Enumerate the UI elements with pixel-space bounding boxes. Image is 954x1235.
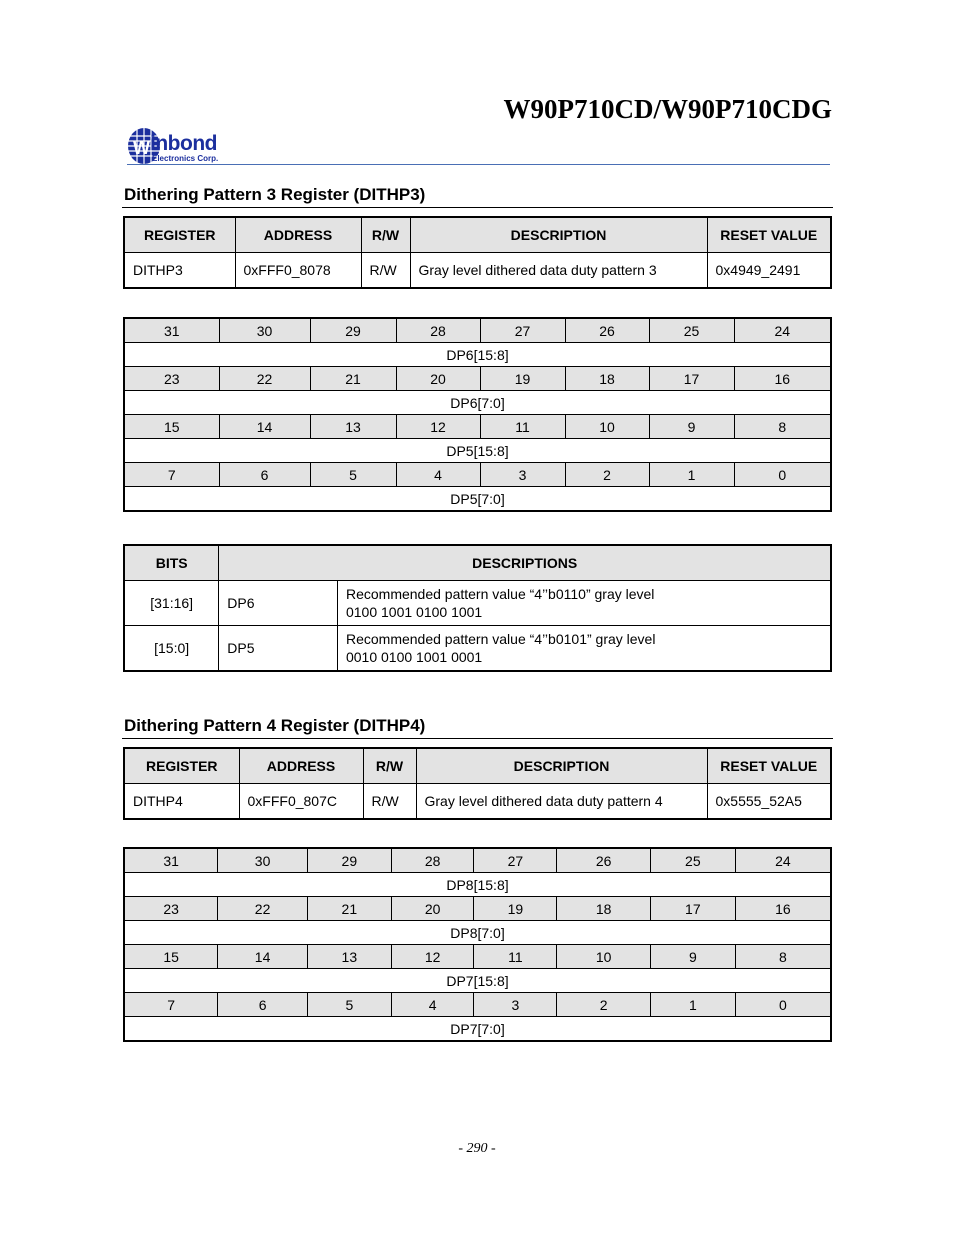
description-line: Recommended pattern value “4’’b0110” gray level xyxy=(345,586,655,602)
bit-number: 21 xyxy=(307,897,391,921)
section-divider xyxy=(122,738,833,739)
bit-number: 15 xyxy=(124,415,219,439)
bit-number: 17 xyxy=(650,897,735,921)
bit-number: 26 xyxy=(557,848,651,873)
bit-number-row xyxy=(124,463,831,487)
table-row xyxy=(124,253,831,289)
bit-number: 7 xyxy=(124,463,219,487)
bit-field-row xyxy=(124,487,831,512)
bit-number: 12 xyxy=(391,945,474,969)
description-line: Recommended pattern value “4’’b0101” gray level xyxy=(345,631,656,647)
bit-number: 8 xyxy=(735,945,831,969)
bit-number-row xyxy=(124,945,831,969)
bit-number: 31 xyxy=(124,848,218,873)
section-title-dithp3: Dithering Pattern 3 Register (DITHP3) xyxy=(124,185,426,204)
bit-number: 19 xyxy=(474,897,557,921)
bit-number: 15 xyxy=(124,945,218,969)
bit-description-table-dithp3 xyxy=(123,544,832,672)
bit-number: 18 xyxy=(557,897,651,921)
bit-number: 4 xyxy=(391,993,474,1017)
col-header-register: REGISTER xyxy=(124,217,235,253)
col-header-address: ADDRESS xyxy=(235,217,361,253)
col-header-reset-value: RESET VALUE xyxy=(707,217,831,253)
bit-number: 31 xyxy=(124,318,219,343)
bit-field-row xyxy=(124,439,831,463)
col-header-descriptions: DESCRIPTIONS xyxy=(219,545,831,581)
description-line: 0100 1001 0100 1001 xyxy=(345,604,483,620)
bit-number: 1 xyxy=(649,463,734,487)
description-line: 0010 0100 1001 0001 xyxy=(345,649,483,665)
bit-number: 26 xyxy=(565,318,649,343)
bit-number-row xyxy=(124,993,831,1017)
bit-field: DP6[15:8] xyxy=(124,343,831,367)
bit-number: 14 xyxy=(219,415,310,439)
bit-number: 16 xyxy=(735,897,831,921)
bit-number-row xyxy=(124,897,831,921)
table-row xyxy=(124,626,831,672)
register-table-dithp4 xyxy=(123,747,832,820)
bit-number-row xyxy=(124,415,831,439)
bit-number: 9 xyxy=(649,415,734,439)
bit-number: 7 xyxy=(124,993,218,1017)
bit-field-row xyxy=(124,969,831,993)
bit-number: 10 xyxy=(557,945,651,969)
bit-range: [31:16] xyxy=(124,581,219,626)
col-header-description: DESCRIPTION xyxy=(410,217,707,253)
winbond-logo xyxy=(127,126,257,166)
bit-number: 11 xyxy=(474,945,557,969)
bit-number: 11 xyxy=(480,415,565,439)
bit-number: 28 xyxy=(396,318,480,343)
bit-map-table-dithp4 xyxy=(123,847,832,1042)
bit-number: 2 xyxy=(565,463,649,487)
bit-number: 3 xyxy=(474,993,557,1017)
bit-number: 18 xyxy=(565,367,649,391)
bit-number: 29 xyxy=(307,848,391,873)
register-address: 0xFFF0_807C xyxy=(239,784,363,820)
bit-field: DP8[15:8] xyxy=(124,873,831,897)
register-name: DITHP3 xyxy=(124,253,235,289)
bit-number: 0 xyxy=(735,993,831,1017)
register-table-dithp3 xyxy=(123,216,832,289)
bit-field: DP6[7:0] xyxy=(124,391,831,415)
bit-number: 2 xyxy=(557,993,651,1017)
logo-subtitle: Electronics Corp. xyxy=(152,154,219,163)
register-rw: R/W xyxy=(363,784,416,820)
col-header-rw: R/W xyxy=(361,217,410,253)
bit-number: 0 xyxy=(734,463,831,487)
field-name: DP5 xyxy=(219,626,338,672)
section-divider xyxy=(122,207,833,208)
bit-field: DP5[7:0] xyxy=(124,487,831,512)
col-header-bits: BITS xyxy=(124,545,219,581)
page-number: - 290 - xyxy=(458,1141,496,1156)
bit-field: DP7[15:8] xyxy=(124,969,831,993)
bit-field-row xyxy=(124,343,831,367)
bit-number: 12 xyxy=(396,415,480,439)
col-header-register: REGISTER xyxy=(124,748,239,784)
bit-number: 23 xyxy=(124,367,219,391)
bit-number: 25 xyxy=(650,848,735,873)
register-reset-value: 0x4949_2491 xyxy=(707,253,831,289)
bit-number: 22 xyxy=(219,367,310,391)
bit-number: 13 xyxy=(307,945,391,969)
bit-field: DP8[7:0] xyxy=(124,921,831,945)
register-description: Gray level dithered data duty pattern 3 xyxy=(410,253,707,289)
bit-number: 22 xyxy=(218,897,308,921)
bit-number: 25 xyxy=(649,318,734,343)
bit-number: 27 xyxy=(474,848,557,873)
register-name: DITHP4 xyxy=(124,784,239,820)
bit-number-row xyxy=(124,318,831,343)
bit-number: 6 xyxy=(219,463,310,487)
bit-number: 1 xyxy=(650,993,735,1017)
register-description: Gray level dithered data duty pattern 4 xyxy=(416,784,707,820)
col-header-description: DESCRIPTION xyxy=(416,748,707,784)
table-row xyxy=(124,784,831,820)
bit-number: 27 xyxy=(480,318,565,343)
bit-field: DP7[7:0] xyxy=(124,1017,831,1042)
bit-number: 16 xyxy=(734,367,831,391)
register-rw: R/W xyxy=(361,253,410,289)
bit-number: 9 xyxy=(650,945,735,969)
bit-number: 30 xyxy=(219,318,310,343)
register-reset-value: 0x5555_52A5 xyxy=(707,784,831,820)
bit-field-row xyxy=(124,1017,831,1042)
bit-field-row xyxy=(124,391,831,415)
bit-number: 13 xyxy=(310,415,396,439)
bit-number: 30 xyxy=(218,848,308,873)
bit-number: 5 xyxy=(307,993,391,1017)
bit-number: 20 xyxy=(391,897,474,921)
bit-number: 5 xyxy=(310,463,396,487)
bit-number: 29 xyxy=(310,318,396,343)
bit-range: [15:0] xyxy=(124,626,219,672)
bit-number: 28 xyxy=(391,848,474,873)
document-title: W90P710CD/W90P710CDG xyxy=(503,94,832,124)
field-name: DP6 xyxy=(219,581,338,626)
bit-number: 14 xyxy=(218,945,308,969)
bit-number: 10 xyxy=(565,415,649,439)
bit-number-row xyxy=(124,848,831,873)
field-description xyxy=(337,581,831,626)
bit-map-table-dithp3 xyxy=(123,317,832,512)
bit-number: 4 xyxy=(396,463,480,487)
col-header-rw: R/W xyxy=(363,748,416,784)
bit-number: 6 xyxy=(218,993,308,1017)
register-address: 0xFFF0_8078 xyxy=(235,253,361,289)
logo-wordmark: inbond xyxy=(150,132,217,155)
field-description xyxy=(337,626,831,672)
bit-number: 17 xyxy=(649,367,734,391)
bit-number-row xyxy=(124,367,831,391)
bit-number: 19 xyxy=(480,367,565,391)
bit-number: 8 xyxy=(734,415,831,439)
section-title-dithp4: Dithering Pattern 4 Register (DITHP4) xyxy=(124,716,426,735)
header-divider xyxy=(127,164,830,165)
col-header-reset-value: RESET VALUE xyxy=(707,748,831,784)
bit-number: 21 xyxy=(310,367,396,391)
bit-number: 24 xyxy=(735,848,831,873)
bit-number: 24 xyxy=(734,318,831,343)
table-row xyxy=(124,581,831,626)
bit-field: DP5[15:8] xyxy=(124,439,831,463)
bit-number: 20 xyxy=(396,367,480,391)
bit-number: 23 xyxy=(124,897,218,921)
bit-field-row xyxy=(124,873,831,897)
svg-text:W: W xyxy=(133,138,150,158)
bit-field-row xyxy=(124,921,831,945)
bit-number: 3 xyxy=(480,463,565,487)
col-header-address: ADDRESS xyxy=(239,748,363,784)
